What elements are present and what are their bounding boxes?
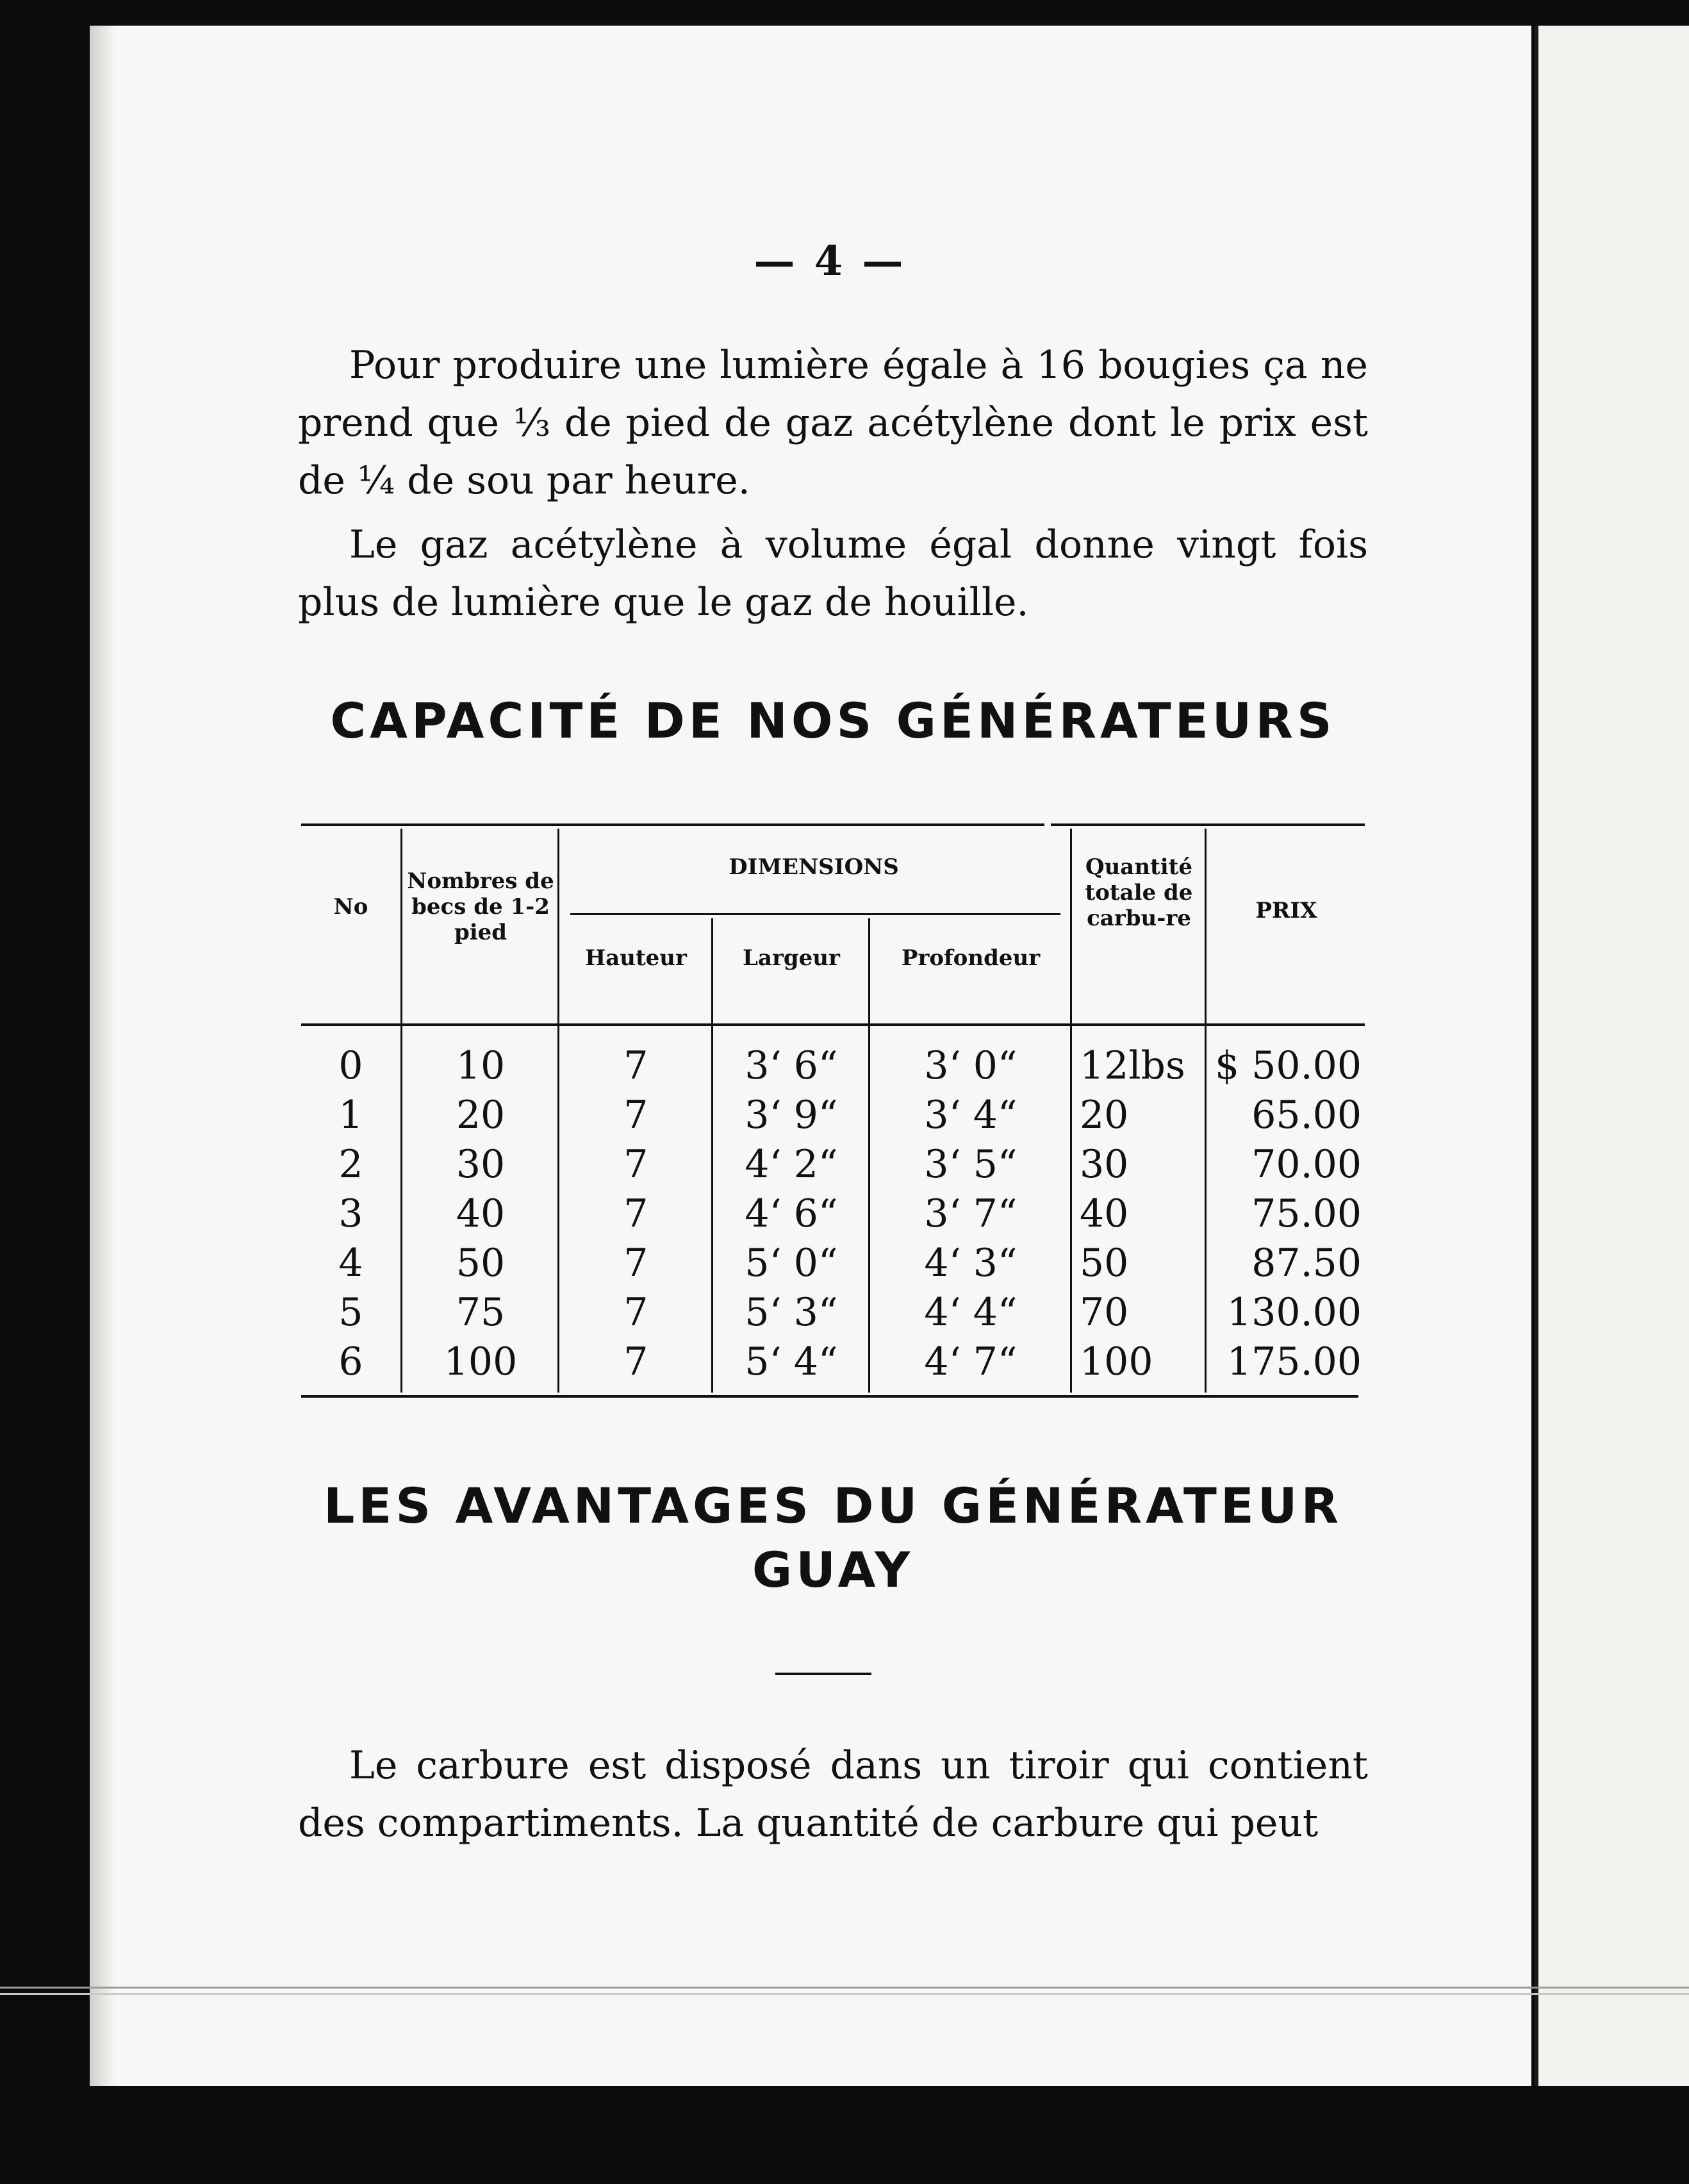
header-no: No — [333, 894, 368, 920]
facing-page-edge — [1535, 26, 1689, 2086]
section-heading-guay: GUAY — [752, 1541, 914, 1598]
cell-largeur: 5‘ 3“ — [745, 1290, 838, 1335]
cell-profondeur: 4‘ 4“ — [924, 1290, 1018, 1335]
cell-prix: $ 50.00 — [1214, 1043, 1362, 1088]
cell-profondeur: 3‘ 0“ — [924, 1043, 1018, 1088]
cell-quantite: 12lbs — [1080, 1043, 1185, 1088]
paragraph-1: Pour produire une lumière égale à 16 bougies ça ne prend que ⅓ de pied de gaz acétylène dont le prix est de ¼ de sou par heure. — [298, 343, 1368, 503]
header-becs: Nombres de becs de 1-2 pied — [407, 868, 554, 945]
cell-hauteur: 7 — [623, 1339, 648, 1384]
cell-quantite: 40 — [1080, 1191, 1129, 1236]
section-heading-avantages: LES AVANTAGES DU GÉNÉRATEUR — [323, 1477, 1343, 1534]
cell-becs: 20 — [456, 1093, 506, 1138]
cell-hauteur: 7 — [623, 1191, 648, 1236]
cell-prix: 87.50 — [1251, 1241, 1362, 1286]
cell-largeur: 4‘ 2“ — [745, 1142, 838, 1187]
column-rule — [711, 918, 713, 1393]
cell-no: 2 — [338, 1142, 363, 1187]
column-rule — [1205, 829, 1207, 1393]
cell-largeur: 3‘ 9“ — [745, 1093, 838, 1138]
closing-text — [298, 1737, 1368, 1852]
header-prix: PRIX — [1255, 898, 1317, 923]
cell-profondeur: 4‘ 7“ — [924, 1339, 1018, 1384]
scan-artifact-line — [0, 1987, 1689, 1989]
column-rule — [868, 918, 870, 1393]
cell-quantite: 50 — [1080, 1241, 1129, 1286]
column-rule — [400, 829, 402, 1393]
cell-hauteur: 7 — [623, 1093, 648, 1138]
cell-quantite: 30 — [1080, 1142, 1129, 1187]
header-profondeur: Profondeur — [901, 945, 1041, 971]
cell-no: 3 — [338, 1191, 363, 1236]
page-gutter-shadow — [90, 26, 115, 2086]
table-top-rule — [301, 823, 1044, 826]
paragraph-2: Le gaz acétylène à volume égal donne vingt fois plus de lumière que le gaz de houille. — [298, 522, 1368, 625]
cell-largeur: 3‘ 6“ — [745, 1043, 838, 1088]
cell-no: 1 — [338, 1093, 363, 1138]
section-divider — [775, 1673, 871, 1675]
cell-profondeur: 4‘ 3“ — [924, 1241, 1018, 1286]
cell-hauteur: 7 — [623, 1142, 648, 1187]
cell-quantite: 70 — [1080, 1290, 1129, 1335]
cell-prix: 70.00 — [1251, 1142, 1362, 1187]
intro-text — [298, 336, 1368, 631]
cell-prix: 75.00 — [1251, 1191, 1362, 1236]
cell-becs: 50 — [456, 1241, 506, 1286]
page-number: — 4 — — [754, 237, 906, 285]
paragraph-3: Le carbure est disposé dans un tiroir qui contient des compartiments. La quantité de carbure qui peut — [298, 1743, 1368, 1846]
cell-prix: 65.00 — [1251, 1093, 1362, 1138]
cell-largeur: 5‘ 0“ — [745, 1241, 838, 1286]
cell-no: 5 — [338, 1290, 363, 1335]
dimensions-subrule — [570, 913, 1060, 915]
cell-becs: 75 — [456, 1290, 506, 1335]
header-hauteur: Hauteur — [585, 945, 687, 971]
capacity-table — [301, 823, 1365, 1400]
cell-hauteur: 7 — [623, 1043, 648, 1088]
cell-profondeur: 3‘ 5“ — [924, 1142, 1018, 1187]
cell-profondeur: 3‘ 7“ — [924, 1191, 1018, 1236]
cell-no: 6 — [338, 1339, 363, 1384]
cell-becs: 10 — [456, 1043, 506, 1088]
table-top-rule — [1051, 823, 1365, 826]
scan-artifact-line — [0, 1993, 1689, 1995]
table-bottom-rule — [301, 1395, 1358, 1398]
cell-prix: 130.00 — [1227, 1290, 1362, 1335]
cell-hauteur: 7 — [623, 1290, 648, 1335]
cell-no: 0 — [338, 1043, 363, 1088]
column-rule — [1070, 829, 1072, 1393]
cell-prix: 175.00 — [1227, 1339, 1362, 1384]
cell-largeur: 5‘ 4“ — [745, 1339, 838, 1384]
column-rule — [557, 829, 559, 1393]
cell-becs: 100 — [443, 1339, 518, 1384]
cell-profondeur: 3‘ 4“ — [924, 1093, 1018, 1138]
cell-hauteur: 7 — [623, 1241, 648, 1286]
cell-becs: 40 — [456, 1191, 506, 1236]
cell-quantite: 20 — [1080, 1093, 1129, 1138]
header-largeur: Largeur — [743, 945, 840, 971]
cell-largeur: 4‘ 6“ — [745, 1191, 838, 1236]
header-quantite: Quantité totale de carbu-re — [1085, 854, 1193, 931]
header-dimensions: DIMENSIONS — [729, 854, 899, 880]
cell-no: 4 — [338, 1241, 363, 1286]
cell-quantite: 100 — [1080, 1339, 1153, 1384]
section-heading-capacite: CAPACITÉ DE NOS GÉNÉRATEURS — [330, 692, 1336, 749]
cell-becs: 30 — [456, 1142, 506, 1187]
